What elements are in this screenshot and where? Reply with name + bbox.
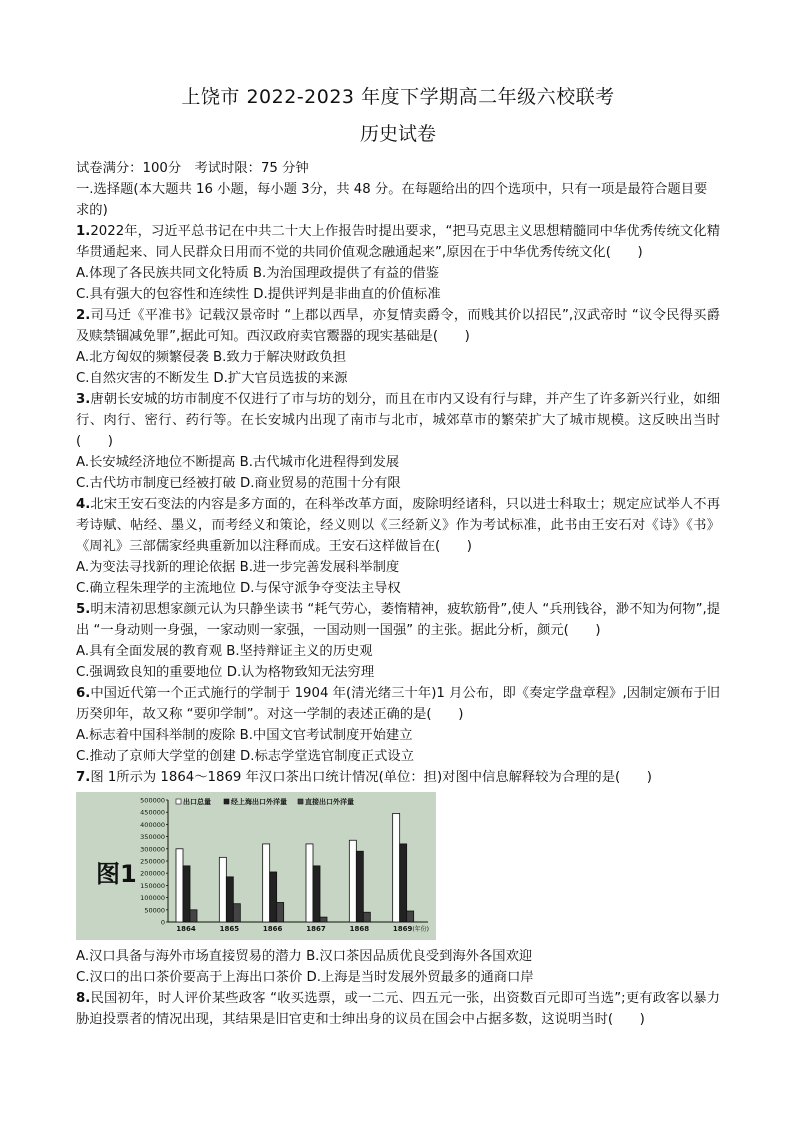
y-tick-label: 0 xyxy=(160,918,165,927)
y-tick-label: 400000 xyxy=(140,820,165,829)
exam-title: 上饶市 2022-2023 年度下学期高二年级六校联考 xyxy=(181,86,615,108)
question-stem xyxy=(76,988,720,1030)
figure-label: 图1 xyxy=(96,860,137,888)
bar-via-shanghai xyxy=(270,872,277,922)
answer-options: C.具有强大的包容性和连续性 D.提供评判是非曲直的价值标准 xyxy=(76,287,441,302)
bar-total xyxy=(176,849,183,922)
x-tick-label: 1866 xyxy=(262,925,283,933)
question-text: 明末清初思想家颜元认为只静坐读书 “耗气劳心，萎惰精神，疲软筋骨”,使人 “兵刑钱谷，渺不知为何物”,提出 “一身动则一身强，一家动则一家强，一国动则一国强” 的主张。据此分析，颜元( ) xyxy=(76,602,720,638)
bar-via-shanghai xyxy=(183,866,190,922)
answer-options: C.自然灾害的不断发生 D.扩大官员选拔的来源 xyxy=(76,371,348,386)
answer-options: C.古代坊市制度已经被打破 D.商业贸易的范围十分有限 xyxy=(76,476,401,491)
y-tick-label: 450000 xyxy=(140,808,165,817)
question-number: 8. xyxy=(76,991,91,1006)
question-stem xyxy=(76,683,720,725)
x-tick-label: 1869 xyxy=(392,925,413,933)
y-tick-label: 150000 xyxy=(140,881,165,890)
question-stem xyxy=(76,494,720,557)
answer-options: A.标志着中国科举制的废除 B.中国文官考试制度开始建立 xyxy=(76,728,413,743)
bar-direct xyxy=(233,904,240,922)
answer-options: C.强调致良知的重要地位 D.认为格物致知无法穷理 xyxy=(76,665,375,680)
question-number: 5. xyxy=(76,602,91,617)
question-text: 图 1所示为 1864～1869 年汉口茶出口统计情况(单位：担)对图中信息解释较为合理的是( ) xyxy=(90,770,652,785)
question-text: 2022年，习近平总书记在中共二十大上作报告时提出要求，“把马克思主义思想精髓同中华优秀传统文化精华贯通起来、同人民群众日用而不觉的共同价值观念融通起来”,原因在于中华优秀传统文化( ) xyxy=(76,224,720,260)
answer-options: A.体现了各民族共同文化特质 B.为治国理政提供了有益的借鉴 xyxy=(76,266,440,281)
answer-options: A.汉口具备与海外市场直接贸易的潜力 B.汉口茶因品质优良受到海外各国欢迎 xyxy=(76,949,533,964)
bar-direct xyxy=(363,912,370,922)
question-text: 民国初年，时人评价某些政客 “收买选票，或一二元、四五元一张，出资数百元即可当选”;更有政客以暴力胁迫投票者的情况出现，其结果是旧官吏和士绅出身的议员在国会中占据多数，这说明当时( ) xyxy=(76,991,720,1027)
answer-options: C.推动了京师大学堂的创建 D.标志学堂选官制度正式设立 xyxy=(76,749,415,764)
legend-label: 经上海出口外洋量 xyxy=(231,798,287,806)
bar-via-shanghai xyxy=(356,851,363,922)
y-tick-label: 350000 xyxy=(140,833,165,842)
bar-direct xyxy=(190,910,197,922)
legend-label: 出口总量 xyxy=(183,798,211,806)
question-stem xyxy=(76,221,720,263)
answer-options: A.具有全面发展的教育观 B.坚持辩证主义的历史观 xyxy=(76,644,373,659)
question-stem xyxy=(76,767,720,788)
exam-subject: 历史试卷 xyxy=(359,123,436,145)
question-stem xyxy=(76,305,720,347)
bar-direct xyxy=(320,917,327,922)
legend-label: 直接出口外洋量 xyxy=(305,798,354,806)
y-tick-label: 250000 xyxy=(140,857,165,866)
y-tick-label: 100000 xyxy=(140,894,165,903)
answer-options: C.确立程朱理学的主流地位 D.与保守派争夺变法主导权 xyxy=(76,581,401,596)
x-unit-label: (年份) xyxy=(412,926,429,933)
x-tick-label: 1864 xyxy=(176,925,196,933)
bar-total xyxy=(263,844,270,922)
question-stem xyxy=(76,389,720,452)
y-tick-label: 300000 xyxy=(140,845,165,854)
question-number: 6. xyxy=(76,686,91,701)
y-tick-label: 50000 xyxy=(144,906,165,915)
figure-1-chart xyxy=(76,792,436,940)
question-number: 4. xyxy=(76,497,91,512)
exam-page xyxy=(76,82,720,1030)
question-number: 2. xyxy=(76,308,91,323)
y-tick-label: 200000 xyxy=(140,869,165,878)
question-number: 7. xyxy=(76,770,91,785)
question-number: 3. xyxy=(76,392,91,407)
bar-direct xyxy=(277,902,284,922)
answer-options: C.汉口的出口茶价要高于上海出口茶价 D.上海是当时发展外贸最多的通商口岸 xyxy=(76,970,534,985)
section-intro: 一.选择题(本大题共 16 小题，每小题 3分，共 48 分。在每题给出的四个选项中，只有一项是最符合题目要求的) xyxy=(76,182,708,218)
question-stem xyxy=(76,599,720,641)
bar-via-shanghai xyxy=(400,844,407,922)
bar-direct xyxy=(407,911,414,922)
y-tick-label: 500000 xyxy=(140,796,165,805)
bar-total xyxy=(219,857,226,922)
bar-total xyxy=(393,813,400,922)
legend-swatch xyxy=(224,799,229,804)
question-text: 北宋王安石变法的内容是多方面的，在科举改革方面，废除明经诸科，只以进士科取士；规定应试举人不再考诗赋、帖经、墨义，而考经义和策论，经义则以《三经新义》作为考试标准，此书由王安石对《诗》《书》《周礼》三部儒家经典重新加以注释而成。王安石这样做旨在( ) xyxy=(76,497,720,554)
bar-total xyxy=(306,844,313,922)
x-tick-label: 1868 xyxy=(349,925,370,933)
question-number: 1. xyxy=(76,224,91,239)
x-tick-label: 1867 xyxy=(306,925,326,933)
question-text: 中国近代第一个正式施行的学制于 1904 年(清光绪三十年)1 月公布，即《奏定学盘章程》,因制定颁布于旧历癸卯年，故又称 “要卯学制”。对这一学制的表述正确的是( ) xyxy=(76,686,720,722)
question-list xyxy=(76,221,720,1030)
bar-via-shanghai xyxy=(226,877,233,922)
question-text: 唐朝长安城的坊市制度不仅进行了市与坊的划分，而且在市内又设有行与肆，并产生了许多新兴行业，如细行、肉行、密行、药行等。在长安城内出现了南市与北市，城郊草市的繁荣扩大了城市规模。这反映出当时( ) xyxy=(76,392,720,449)
exam-info: 试卷满分：100分 考试时限：75 分钟 xyxy=(76,161,309,176)
legend-swatch xyxy=(298,799,303,804)
legend-swatch xyxy=(176,799,181,804)
question-text: 司马迁《平准书》记载汉景帝时 “上郡以西旱，亦复情卖爵令，而贱其价以招民”,汉武帝时 “议令民得买爵及赎禁锢减免罪”,据此可知。西汉政府卖官鬻器的现实基础是( ) xyxy=(76,308,720,344)
bar-via-shanghai xyxy=(313,866,320,922)
x-tick-label: 1865 xyxy=(219,925,240,933)
answer-options: A.为变法寻找新的理论依据 B.进一步完善发展科举制度 xyxy=(76,560,400,575)
bar-total xyxy=(349,840,356,922)
answer-options: A.北方匈奴的频繁侵袭 B.致力于解决财政负担 xyxy=(76,350,347,365)
answer-options: A.长安城经济地位不断提高 B.古代城市化进程得到发展 xyxy=(76,455,400,470)
